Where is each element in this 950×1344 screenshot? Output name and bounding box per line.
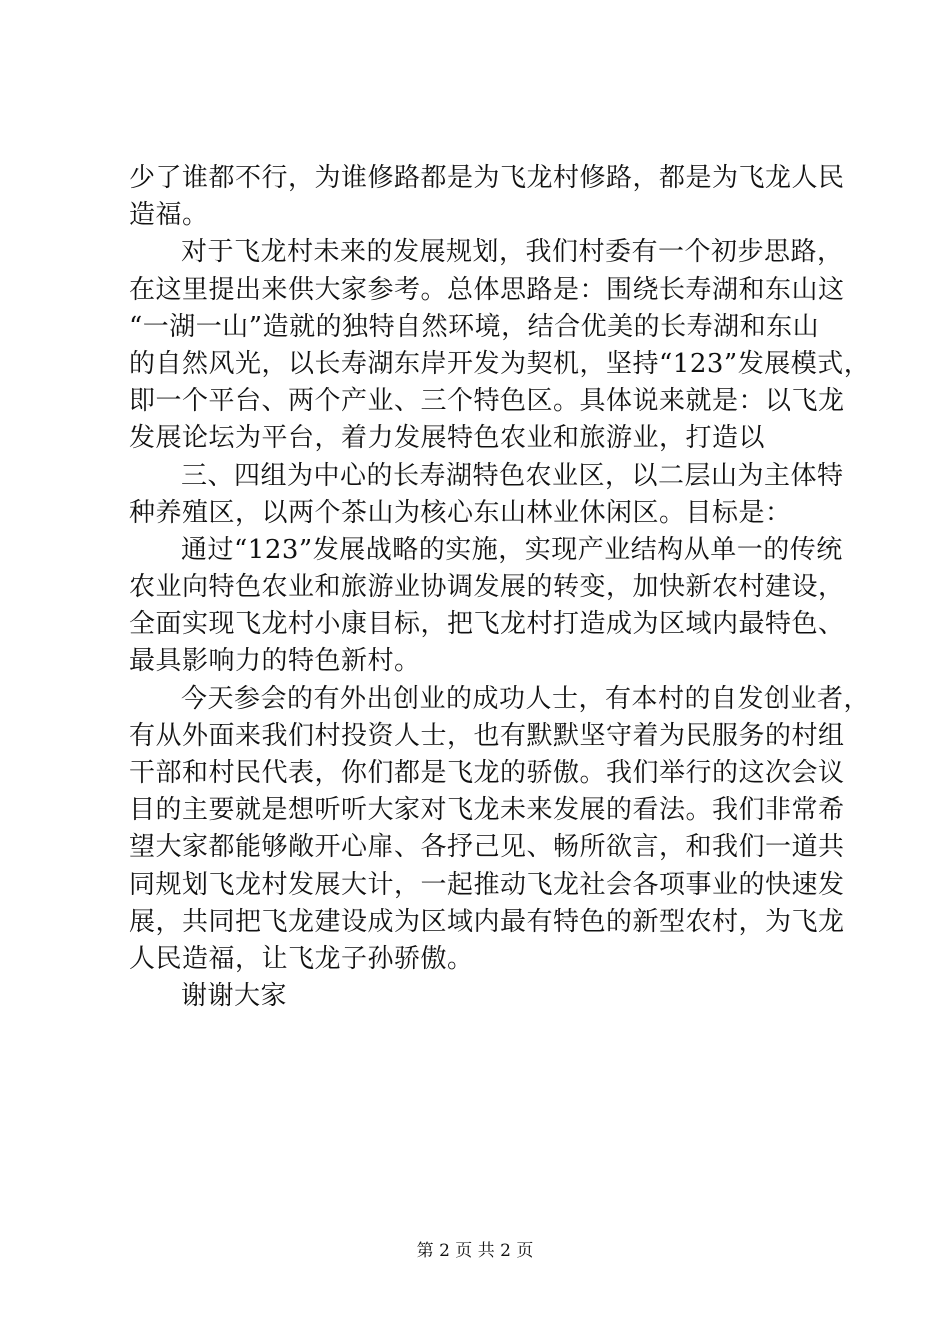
text-line: 少了谁都不行，为谁修路都是为飞龙村修路，都是为飞龙人民 (129, 163, 845, 193)
text-line: 即一个平台、两个产业、三个特色区。具体说来就是：以飞龙 (129, 386, 845, 417)
text-line: 展，共同把飞龙建设成为区域内最有特色的新型农村，为飞龙 (129, 906, 845, 937)
document-body (129, 160, 871, 1015)
text-line: 种养殖区，以两个茶山为核心东山林业休闲区。目标是： (129, 497, 792, 528)
text-line: 今天参会的有外出创业的成功人士，有本村的自发创业者， (181, 683, 871, 714)
text-line: 发展论坛为平台，着力发展特色农业和旅游业，打造以 (129, 423, 766, 454)
text-line: 最具影响力的特色新村。 (129, 646, 421, 677)
text-line: 干部和村民代表，你们都是飞龙的骄傲。我们举行的这次会议 (129, 758, 845, 788)
text-line: “一湖一山”造就的独特自然环境，结合优美的长寿湖和东山 (129, 311, 820, 342)
text-line: 同规划飞龙村发展大计，一起推动飞龙社会各项事业的快速发 (129, 869, 845, 900)
text-line: 在这里提出来供大家参考。总体思路是：围绕长寿湖和东山这 (129, 274, 845, 305)
text-line: 造福。 (129, 200, 209, 231)
text-line: 农业向特色农业和旅游业协调发展的转变，加快新农村建设， (129, 572, 845, 603)
text-line: 全面实现飞龙村小康目标，把飞龙村打造成为区域内最特色、 (129, 609, 845, 640)
text-line: 通过“123”发展战略的实施，实现产业结构从单一的传统 (181, 534, 843, 565)
text-line: 的自然风光，以长寿湖东岸开发为契机，坚持“123”发展模式， (129, 348, 871, 379)
text-line: 三、四组为中心的长寿湖特色农业区，以二层山为主体特 (181, 460, 844, 491)
text-line: 人民造福，让飞龙子孙骄傲。 (129, 943, 474, 974)
text-line: 目的主要就是想听听大家对飞龙未来发展的看法。我们非常希 (129, 795, 845, 826)
text-line: 对于飞龙村未来的发展规划，我们村委有一个初步思路， (181, 237, 844, 268)
text-line: 望大家都能够敞开心扉、各抒己见、畅所欲言，和我们一道共 (129, 832, 845, 863)
text-line: 谢谢大家 (181, 981, 288, 1012)
text-line: 有从外面来我们村投资人士，也有默默坚守着为民服务的村组 (129, 720, 845, 751)
page-footer: 第 2 页 共 2 页 (416, 1241, 534, 1261)
